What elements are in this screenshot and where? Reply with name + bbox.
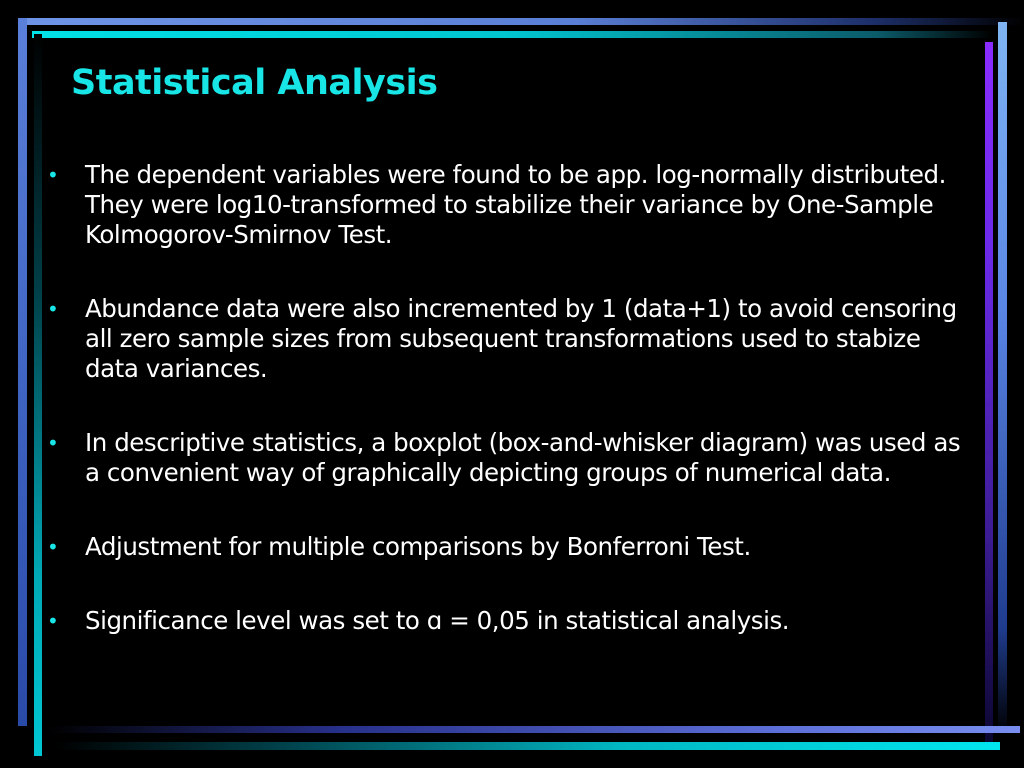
bullet-dot-icon: • [47, 163, 59, 187]
bullet-item [44, 294, 974, 384]
bullet-text: Abundance data were also incremented by 1 (data+1) to avoid censoring all zero sample sizes from subsequent transformations used to stabize data variances. [85, 294, 957, 383]
frame-bar-right-outer [998, 22, 1007, 734]
frame-bar-left-inner [34, 34, 42, 756]
bullet-text: Significance level was set to ɑ = 0,05 in statistical analysis. [85, 606, 790, 635]
frame-bar-top-inner [32, 31, 992, 38]
frame-bar-bottom-inner [55, 742, 1000, 750]
bullet-dot-icon: • [47, 609, 59, 633]
bullet-dot-icon: • [47, 297, 59, 321]
bullet-dot-icon: • [47, 535, 59, 559]
bullet-text: Adjustment for multiple comparisons by Bonferroni Test. [85, 532, 751, 561]
frame-bar-left-outer [18, 18, 27, 726]
frame-bar-bottom-outer [48, 726, 1020, 733]
slide-title: Statistical Analysis [71, 63, 438, 103]
bullet-item [44, 428, 974, 488]
bullet-text: The dependent variables were found to be app. log-normally distributed. They were log10-transformed to stabilize their variance by One-Sample Kolmogorov-Smirnov Test. [85, 160, 946, 249]
frame-bar-top-outer [18, 18, 1024, 25]
bullet-item [44, 160, 974, 250]
bullet-text: In descriptive statistics, a boxplot (box-and-whisker diagram) was used as a convenient way of graphically depicting groups of numerical data. [85, 428, 961, 487]
bullet-item [44, 532, 974, 562]
bullet-item [44, 606, 974, 636]
bullet-list [44, 160, 974, 636]
bullet-dot-icon: • [47, 431, 59, 455]
frame-bar-right-inner [985, 42, 993, 742]
